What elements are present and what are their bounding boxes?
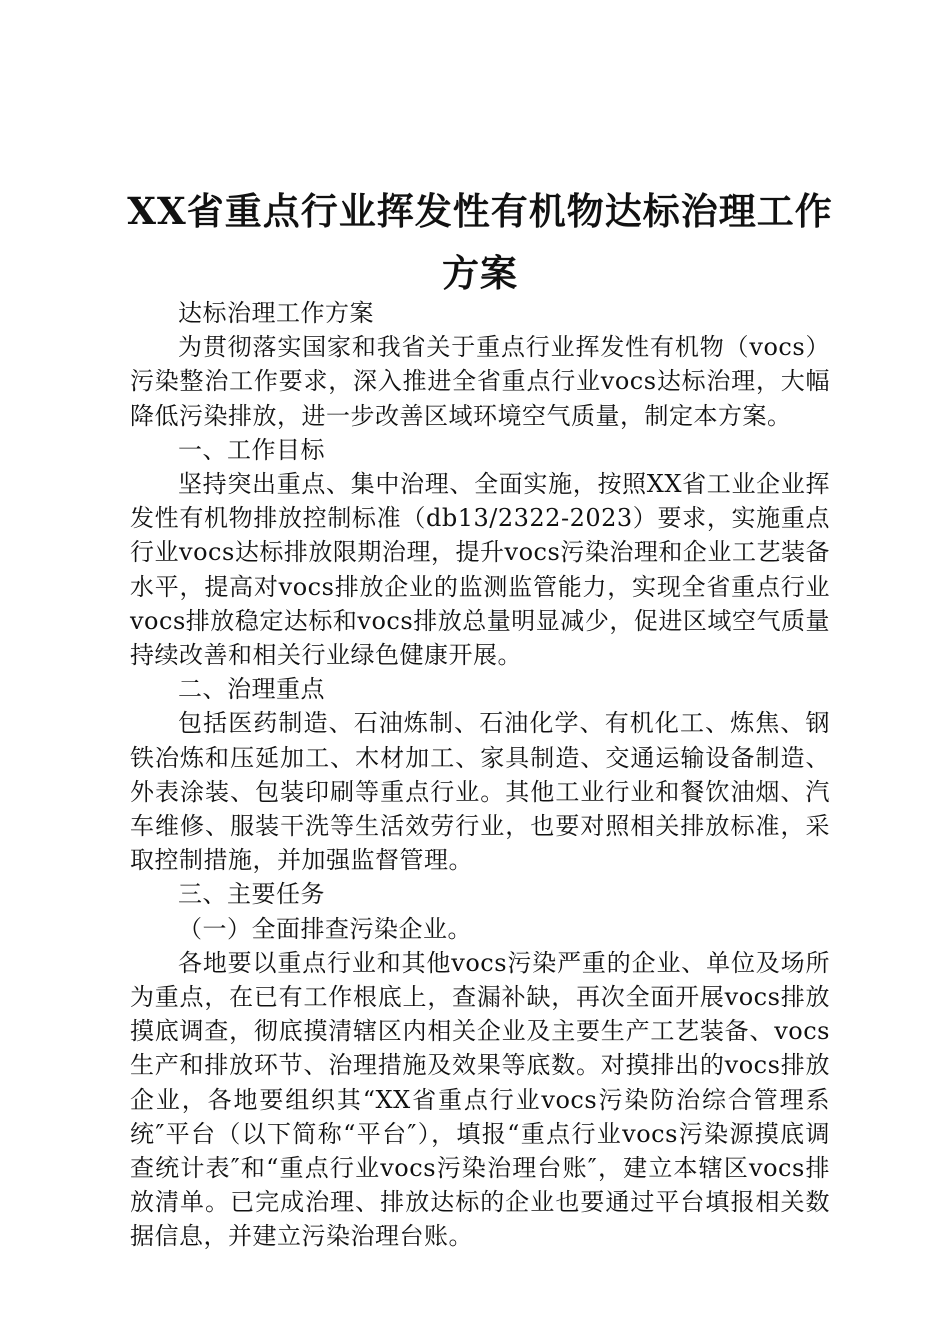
paragraph-survey: 各地要以重点行业和其他vocs污染严重的企业、单位及场所为重点，在已有工作根底上，查漏补缺，再次全面开展vocs排放摸底调查，彻底摸清辖区内相关企业及主要生产工艺装备、vocs生产和排放环节、治理措施及效果等底数。对摸排出的vocs排放企业，各地要组织其“XX省重点行业vocs污染防治综合管理系统″平台（以下简称“平台″），填报“重点行业vocs污染源摸底调查统计表″和“重点行业vocs污染治理台账″，建立本辖区vocs排放清单。已完成治理、排放达标的企业也要通过平台填报相关数据信息，并建立污染治理台账。 bbox=[130, 948, 830, 1251]
paragraph-goals: 坚持突出重点、集中治理、全面实施，按照XX省工业企业挥发性有机物排放控制标准（db13/2322-2023）要求，实施重点行业vocs达标排放限期治理，提升vocs污染治理和企业工艺装备水平，提高对vocs排放企业的监测监管能力，实现全省重点行业vocs排放稳定达标和vocs排放总量明显减少，促进区域空气质量持续改善和相关行业绿色健康开展。 bbox=[130, 470, 830, 670]
section-heading-tasks: 三、主要任务 bbox=[178, 880, 325, 909]
subsection-heading-survey: （一）全面排查污染企业。 bbox=[178, 914, 472, 943]
paragraph-subtitle: 达标治理工作方案 bbox=[178, 299, 374, 327]
paragraph-focus: 包括医药制造、石油炼制、石油化学、有机化工、炼焦、钢铁冶炼和压延加工、木材加工、家具制造、交通运输设备制造、外表涂装、包装印刷等重点行业。其他工业行业和餐饮油烟、汽车维修、服装干洗等生活效劳行业，也要对照相关排放标准，采取控制措施，并加强监督管理。 bbox=[130, 709, 830, 875]
section-heading-goals: 一、工作目标 bbox=[178, 435, 325, 464]
section-heading-focus: 二、治理重点 bbox=[178, 675, 325, 704]
document-body bbox=[130, 296, 830, 1254]
document-title: XX省重点行业挥发性有机物达标治理工作方案 bbox=[127, 189, 833, 295]
paragraph-intro: 为贯彻落实国家和我省关于重点行业挥发性有机物（vocs）污染整治工作要求，深入推进全省重点行业vocs达标治理，大幅降低污染排放，进一步改善区域环境空气质量，制定本方案。 bbox=[130, 333, 830, 430]
